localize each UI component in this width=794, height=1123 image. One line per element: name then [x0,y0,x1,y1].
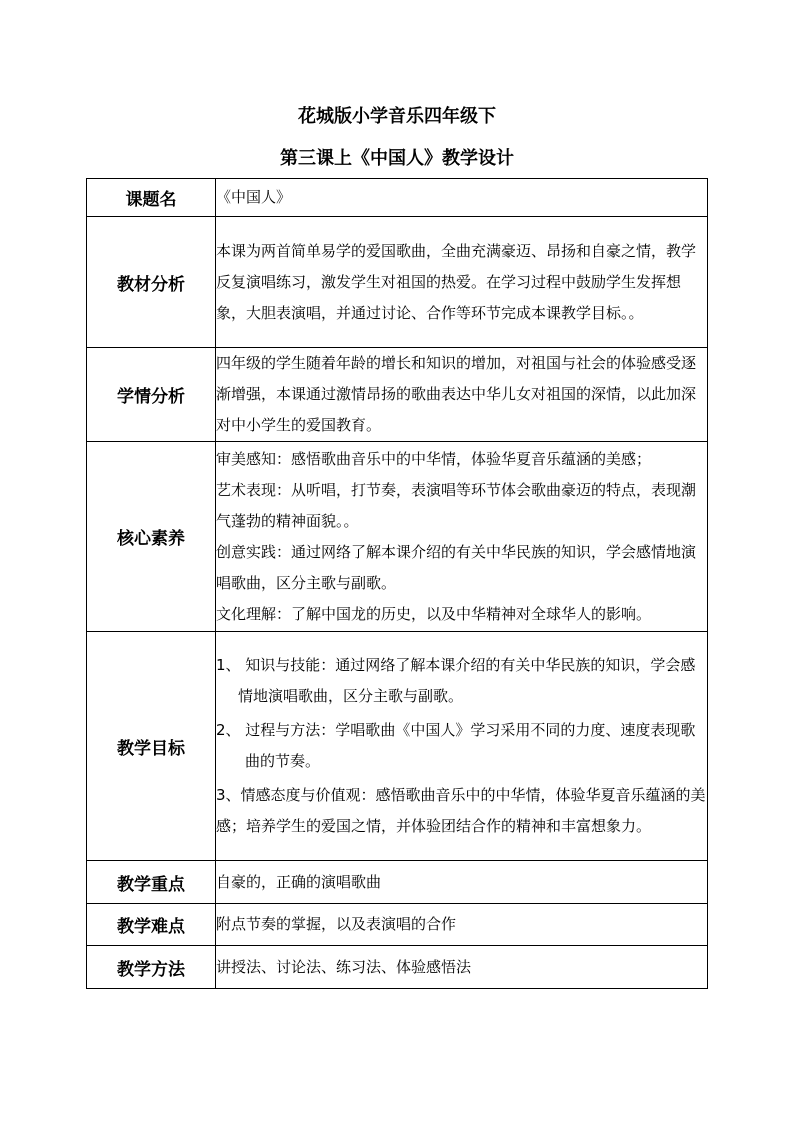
row-label-difficulty: 教学难点 [87,904,216,946]
row-label-goals: 教学目标 [87,632,216,861]
row-content-students: 四年级的学生随着年龄的增长和知识的增加，对祖国与社会的体验感受逐渐增强，本课通过激情昂扬的歌曲表达中华儿女对祖国的深情，以此加深对中小学生的爱国教育。 [216,354,697,434]
document-subtitle: 第三课上《中国人》教学设计 [280,148,514,169]
lesson-plan-table [86,178,708,989]
row-label-key: 教学重点 [87,861,216,904]
goal-emotion: 3、情感态度与价值观：感悟歌曲音乐中的中华情，体验华夏音乐蕴涵的美感；培养学生的爱国之情，并体验团结合作的精神和丰富想象力。 [216,786,706,835]
literacy-creative: 创意实践：通过网络了解本课介绍的有关中华民族的知识，学会感情地演唱歌曲，区分主歌与副歌。 [216,542,697,592]
row-content-method: 讲授法、讨论法、练习法、体验感悟法 [216,946,708,989]
literacy-aesthetic: 审美感知：感悟歌曲音乐中的中华情，体验华夏音乐蕴涵的美感； [216,449,652,468]
table-row-goals [87,632,708,861]
row-label-students: 学情分析 [87,348,216,442]
literacy-expression: 艺术表现：从听唱，打节奏，表演唱等环节体会歌曲豪迈的特点，表现潮气蓬勃的精神面貌。。 [216,480,697,530]
row-content-material: 本课为两首简单易学的爱国歌曲，全曲充满豪迈、昂扬和自豪之情，教学反复演唱练习，激发学生对祖国的热爱。在学习过程中鼓励学生发挥想象，大胆表演唱，并通过讨论、合作等环节完成本课教学目标。。 [216,241,697,322]
row-content-topic: 《中国人》 [216,179,708,217]
table-row-students [87,348,708,442]
table-row-difficulty [87,904,708,946]
row-label-topic: 课题名 [87,179,216,217]
row-content-key: 自豪的，正确的演唱歌曲 [216,861,708,904]
table-row-topic [87,179,708,217]
goal-process: 2、 过程与方法：学唱歌曲《中国人》学习采用不同的力度、速度表现歌曲的节奏。 [216,721,696,770]
row-label-method: 教学方法 [87,946,216,989]
goal-knowledge: 1、 知识与技能：通过网络了解本课介绍的有关中华民族的知识，学会感情地演唱歌曲，区分主歌与副歌。 [216,656,696,705]
table-row-key [87,861,708,904]
table-row-method [87,946,708,989]
row-label-material: 教材分析 [87,217,216,348]
row-content-difficulty: 附点节奏的掌握，以及表演唱的合作 [216,904,708,946]
table-row-material [87,217,708,348]
table-row-literacy [87,442,708,632]
row-label-literacy: 核心素养 [87,442,216,632]
document-title: 花城版小学音乐四年级下 [298,106,496,127]
literacy-culture: 文化理解：了解中国龙的历史，以及中华精神对全球华人的影响。 [216,604,652,623]
